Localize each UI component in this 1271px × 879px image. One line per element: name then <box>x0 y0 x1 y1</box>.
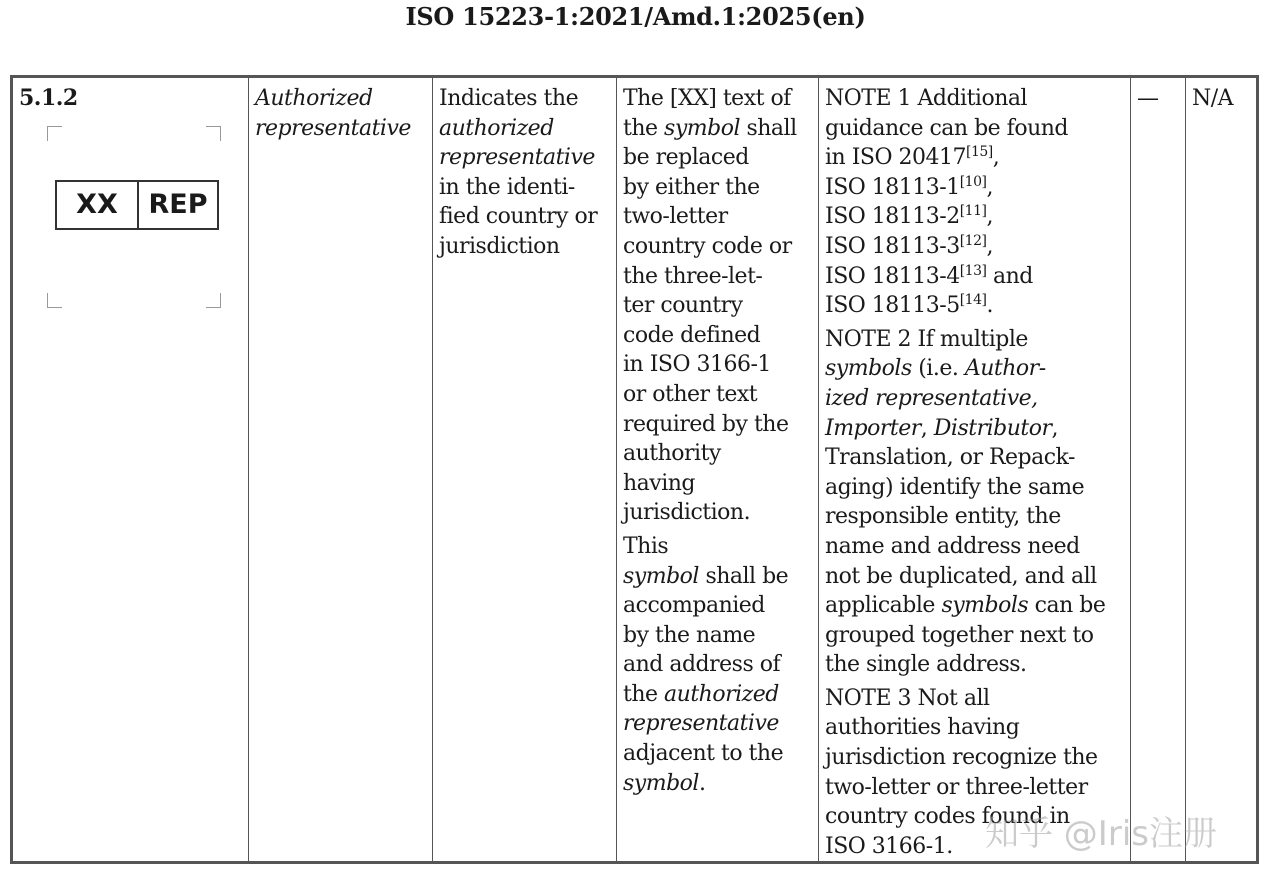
crop-mark-icon <box>206 126 221 141</box>
na-cell <box>1186 77 1258 863</box>
document-header: ISO 15223-1:2021/Amd.1:2025(en) <box>405 2 866 31</box>
symbol-rep-label: REP <box>148 188 208 220</box>
symbol-graphic <box>41 118 221 308</box>
requirements-cell <box>617 77 819 863</box>
requirements-line: required by the <box>623 411 789 437</box>
requirements-line: The [XX] text of <box>623 86 791 111</box>
note-line: guidance can be found <box>825 115 1068 141</box>
note-line: country codes found in <box>825 804 1070 830</box>
requirements-line: jurisdiction. <box>623 500 751 526</box>
dash-value: — <box>1137 86 1159 111</box>
crop-mark-icon <box>47 126 62 141</box>
na-value: N/A <box>1192 86 1234 111</box>
requirements-line: by the name <box>623 622 756 648</box>
description-line: in the identi- <box>439 174 575 200</box>
note-line: ISO 18113-4[13] and <box>825 262 1033 289</box>
requirements-line: the symbol shall <box>623 115 797 141</box>
description-line: jurisdiction <box>439 233 560 259</box>
note-line: NOTE 3 Not all <box>825 685 990 711</box>
note-line: NOTE 1 Additional <box>825 86 1028 111</box>
note-line: ized representative, <box>825 385 1038 411</box>
note-line: ISO 18113-3[12], <box>825 232 993 259</box>
note-line: not be duplicated, and all <box>825 563 1097 589</box>
note-line: ISO 18113-5[14]. <box>825 292 993 319</box>
watermark: 知乎 @Iris注册 <box>985 814 1217 854</box>
crop-mark-icon <box>206 293 221 308</box>
note-line: applicable symbols can be <box>825 593 1106 619</box>
requirements-line: country code or <box>623 233 792 259</box>
requirements-line: code defined <box>623 322 761 348</box>
dash-cell <box>1131 77 1186 863</box>
note-line: jurisdiction recognize the <box>825 745 1098 771</box>
note-line: aging) identify the same <box>825 474 1085 500</box>
note-line: in ISO 20417[15], <box>825 144 1000 171</box>
note-line: ISO 18113-2[11], <box>825 203 993 230</box>
requirements-line: and address of <box>623 652 781 678</box>
note-line: responsible entity, the <box>825 504 1061 530</box>
reference-citation: [12] <box>959 232 987 249</box>
reference-citation: [14] <box>959 292 987 309</box>
symbols-table <box>10 75 1259 864</box>
reference-citation: [15] <box>965 144 993 161</box>
requirements-line: symbol. <box>623 770 706 796</box>
requirements-line: accompanied <box>623 593 765 619</box>
description-cell <box>433 77 617 863</box>
notes-cell <box>819 77 1131 863</box>
crop-mark-icon <box>47 293 62 308</box>
requirements-line: be replaced <box>623 145 749 171</box>
note-line: authorities having <box>825 715 1020 741</box>
requirements-line: authority <box>623 441 721 467</box>
note-line: two-letter or three-letter <box>825 774 1088 800</box>
reference-citation: [11] <box>959 203 987 220</box>
note-line: symbols (i.e. Author- <box>825 356 1046 382</box>
ec-rep-symbol-icon <box>55 180 219 230</box>
description-line: Indicates the <box>439 86 579 111</box>
note-line: grouped together next to <box>825 622 1094 648</box>
note-line: Translation, or Repack- <box>825 445 1075 471</box>
note-line: name and address need <box>825 533 1080 559</box>
title-line: Authorized <box>255 86 373 111</box>
requirements-line: the three-let- <box>623 263 763 289</box>
description-line: authorized <box>439 115 554 141</box>
requirements-line: symbol shall be <box>623 563 789 589</box>
section-number: 5.1.2 <box>19 85 78 111</box>
reference-citation: [10] <box>959 173 987 190</box>
note-line: the single address. <box>825 652 1027 678</box>
requirements-line: representative <box>623 711 779 737</box>
note-line: NOTE 2 If multiple <box>825 326 1028 352</box>
requirements-line: ter country <box>623 293 743 319</box>
requirements-line: adjacent to the <box>623 741 784 767</box>
reference-citation: [13] <box>959 262 987 279</box>
title-line: representative <box>255 115 411 141</box>
reference-cell <box>12 77 249 863</box>
note-line: ISO 18113-1[10], <box>825 173 993 200</box>
requirements-line: having <box>623 470 696 496</box>
requirements-line: the authorized <box>623 681 779 707</box>
description-line: representative <box>439 145 595 171</box>
note-line: Importer, Distributor, <box>825 415 1058 441</box>
requirements-line: This <box>623 533 669 559</box>
symbol-country-placeholder: XX <box>57 182 139 228</box>
description-line: fied country or <box>439 204 598 230</box>
requirements-line: by either the <box>623 174 760 200</box>
table-row <box>12 77 1258 863</box>
requirements-line: two-letter <box>623 204 728 230</box>
note-line: ISO 3166-1. <box>825 833 953 859</box>
title-cell <box>249 77 433 863</box>
requirements-line: in ISO 3166-1 <box>623 352 771 378</box>
requirements-line: or other text <box>623 381 758 407</box>
